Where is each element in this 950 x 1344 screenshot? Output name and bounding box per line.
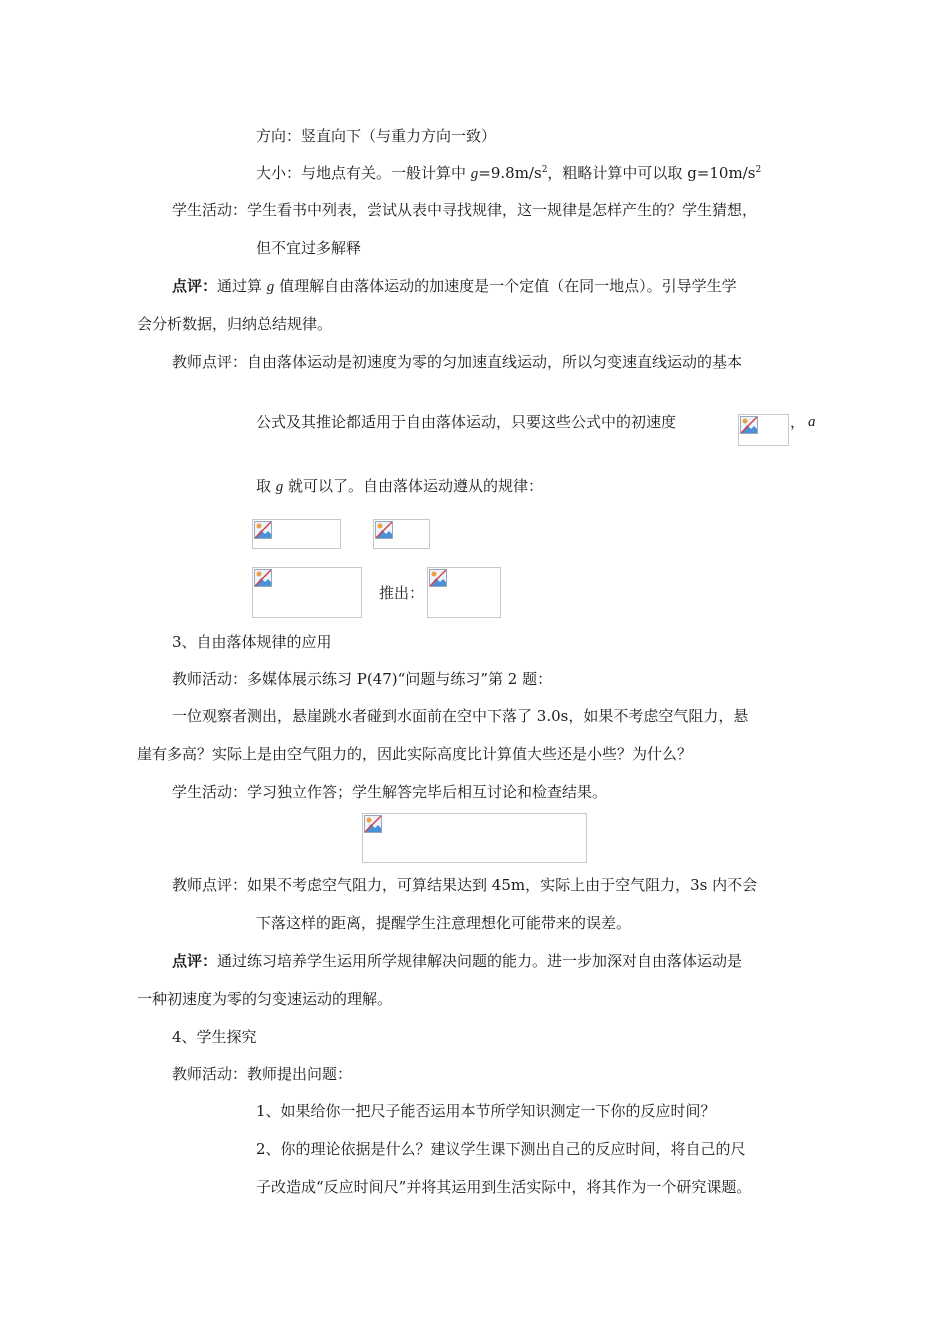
g-symbol: g [266, 279, 275, 295]
deduce-label: 推出： [379, 584, 425, 602]
formula-image-displacement [373, 519, 430, 549]
teacher-comment-3-cont: 下落这样的距离，提醒学生注意理想化可能带来的误差。 [256, 914, 632, 932]
size-line [256, 163, 761, 184]
comment-1 [172, 276, 737, 297]
teacher-activity-4: 教师活动：教师提出问题： [172, 1065, 353, 1083]
size-text-1: 大小：与地点有关。一般计算中 [256, 164, 471, 182]
direction-line: 方向：竖直向下（与重力方向一致） [256, 127, 497, 145]
comment-label: 点评： [172, 952, 218, 970]
question-2: 2、你的理论依据是什么？建议学生课下测出自己的反应时间，将自己的尺 [256, 1140, 746, 1158]
problem-text-cont: 崖有多高？实际上是由空气阻力的，因此实际高度比计算值大些还是小些？为什么？ [137, 745, 693, 763]
teacher-comment-1-cont: 公式及其推论都适用于自由落体运动，只要这些公式中的初速度 [256, 413, 677, 431]
broken-image-icon [254, 521, 272, 539]
problem-text: 一位观察者测出，悬崖跳水者碰到水面前在空中下落了 3.0s，如果不考虑空气阻力，悬 [172, 707, 749, 725]
comment-text: 通过算 [217, 277, 267, 295]
g-symbol: g [470, 166, 479, 182]
formula-image-velocity [252, 519, 341, 549]
formula-image-deduced [427, 567, 501, 618]
question-2-cont: 子改造成“反应时间尺”并将其运用到生活实际中，将其作为一个研究课题。 [256, 1178, 752, 1196]
size-text-2: =9.8m/s [478, 164, 542, 182]
superscript: 2 [541, 165, 548, 175]
broken-image-icon [364, 815, 382, 833]
comment-label: 点评： [172, 277, 218, 295]
teacher-comment-1: 教师点评：自由落体运动是初速度为零的匀加速直线运动，所以匀变速直线运动的基本 [172, 353, 743, 371]
superscript: 2 [755, 165, 762, 175]
section-3-heading: 3、自由落体规律的应用 [172, 633, 332, 651]
broken-image-icon [254, 569, 272, 587]
text: 取 [256, 477, 276, 495]
formula-image-relation [252, 567, 362, 618]
comment-1-cont: 会分析数据，归纳总结规律。 [137, 315, 333, 333]
comment-2 [172, 951, 742, 971]
comment-text: 通过练习培养学生运用所学规律解决问题的能力。进一步加深对自由落体运动是 [217, 952, 743, 970]
question-1: 1、如果给你一把尺子能否运用本节所学知识测定一下你的反应时间？ [256, 1102, 716, 1120]
teacher-comment-3: 教师点评：如果不考虑空气阻力，可算结果达到 45m，实际上由于空气阻力，3s 内不会 [172, 876, 758, 894]
size-text-3: ，粗略计算中可以取 g=10m/s [547, 164, 756, 182]
section-4-heading: 4、学生探究 [172, 1028, 257, 1046]
text: 就可以了。自由落体运动遵从的规律： [283, 477, 544, 495]
student-activity-2: 学生活动：学习独立作答；学生解答完毕后相互讨论和检查结果。 [172, 783, 608, 801]
comment-text: 值理解自由落体运动的加速度是一个定值（在同一地点）。引导学生学 [274, 277, 737, 295]
broken-image-icon [429, 569, 447, 587]
formula-image-v0 [738, 414, 789, 446]
formula-image-solution [362, 813, 587, 863]
broken-image-icon [740, 416, 758, 434]
g-symbol: g [275, 479, 284, 495]
comma: ， [790, 413, 806, 431]
a-symbol: a [808, 414, 816, 430]
student-activity-1: 学生活动：学生看书中列表，尝试从表中寻找规律，这一规律是怎样产生的？学生猜想， [172, 201, 758, 219]
broken-image-icon [375, 521, 393, 539]
teacher-comment-1-end [256, 476, 543, 497]
teacher-activity-2: 教师活动：多媒体展示练习 P(47)“问题与练习”第 2 题： [172, 670, 553, 688]
student-activity-1-cont: 但不宜过多解释 [256, 239, 362, 257]
comment-2-cont: 一种初速度为零的匀变速运动的理解。 [137, 990, 393, 1008]
